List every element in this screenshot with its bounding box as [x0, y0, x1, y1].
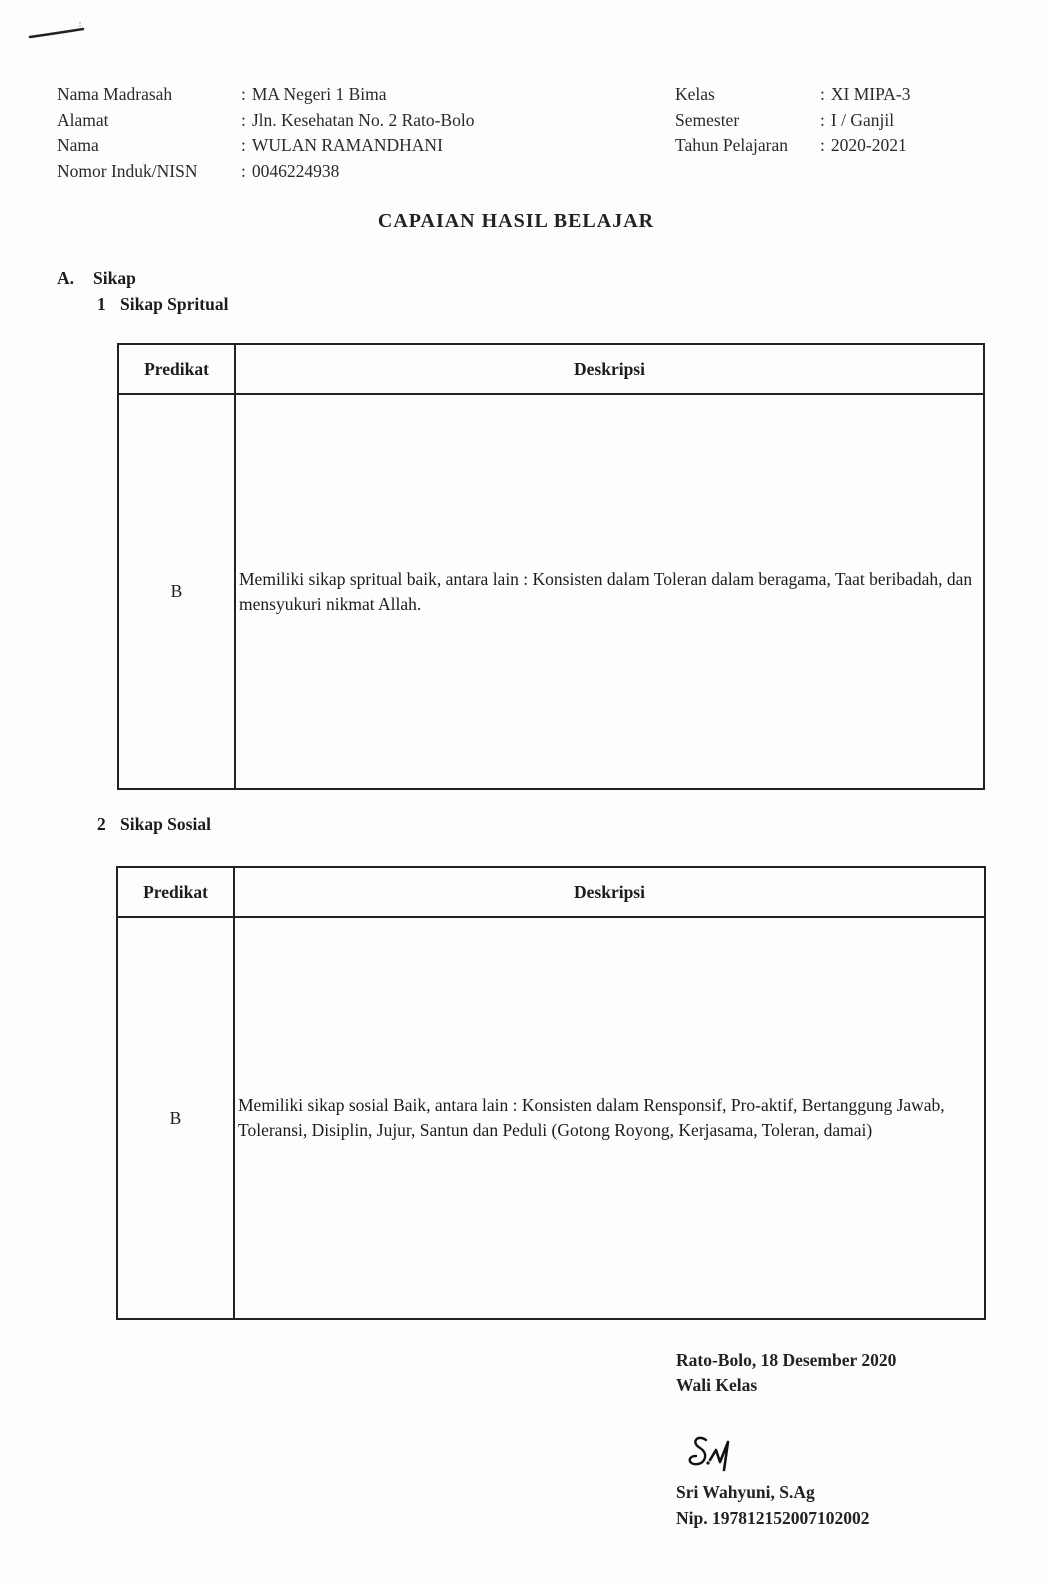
info-label: Kelas	[675, 84, 715, 104]
section-title: Sikap	[93, 268, 136, 288]
info-value: WULAN RAMANDHANI	[251, 135, 443, 155]
info-separator: :	[241, 84, 246, 104]
info-label: Tahun Pelajaran	[675, 135, 788, 155]
info-row-alamat	[57, 108, 474, 134]
info-separator: :	[820, 109, 825, 130]
section-heading	[57, 268, 136, 289]
signer-nip: Nip. 197812152007102002	[676, 1508, 870, 1528]
header-predikat: Predikat	[118, 344, 235, 394]
info-row-madrasah	[57, 82, 474, 108]
info-value: 2020-2021	[830, 135, 907, 155]
info-separator: :	[241, 160, 246, 181]
info-label: Semester	[675, 109, 740, 130]
info-row-kelas	[675, 82, 910, 108]
info-separator: :	[241, 109, 246, 130]
subsection-heading-spiritual	[97, 294, 228, 315]
signer-role: Wali Kelas	[676, 1375, 758, 1395]
info-label: Alamat	[57, 109, 109, 130]
spiritual-attitude-table	[117, 343, 985, 790]
table-row	[117, 917, 985, 1319]
place-date: Rato-Bolo, 18 Desember 2020	[676, 1350, 897, 1370]
document-title: CAPAIAN HASIL BELAJAR	[377, 210, 655, 232]
info-separator: :	[241, 135, 246, 155]
info-value: I / Ganjil	[830, 109, 895, 130]
subsection-title: Sikap Sosial	[120, 814, 211, 834]
subsection-heading-social	[97, 814, 211, 835]
info-row-nisn	[57, 159, 474, 185]
predikat-cell: B	[117, 917, 234, 1319]
pen-mark-icon	[28, 20, 88, 44]
class-info	[675, 82, 910, 159]
subsection-number: 1	[97, 294, 106, 314]
deskripsi-cell: Memiliki sikap spritual baik, antara lain : Konsisten dalam Toleran dalam beragama, Taat beribadah, dan mensyukuri nikmat Allah.	[235, 394, 984, 789]
signer-name: Sri Wahyuni, S.Ag	[676, 1482, 815, 1502]
info-label: Nomor Induk/NISN	[57, 160, 198, 181]
social-attitude-table	[116, 866, 986, 1320]
info-value: XI MIPA-3	[830, 84, 911, 104]
info-label: Nama Madrasah	[57, 84, 173, 104]
info-separator: :	[820, 84, 825, 104]
table-header-row	[118, 344, 984, 394]
predikat-cell: B	[118, 394, 235, 789]
info-value: 0046224938	[251, 160, 340, 181]
info-row-nama	[57, 133, 474, 159]
header-deskripsi: Deskripsi	[235, 344, 984, 394]
info-label: Nama	[57, 135, 99, 155]
subsection-number: 2	[97, 814, 106, 834]
handwritten-signature	[684, 1430, 754, 1480]
info-row-tahun	[675, 133, 910, 159]
header-deskripsi: Deskripsi	[234, 867, 985, 917]
info-value: Jln. Kesehatan No. 2 Rato-Bolo	[251, 109, 475, 130]
deskripsi-cell: Memiliki sikap sosial Baik, antara lain : Konsisten dalam Rensponsif, Pro-aktif, Bertanggung Jawab, Toleransi, Disiplin, Jujur, Santun dan Peduli (Gotong Royong, Kerjasama, Toleran, damai)	[234, 917, 985, 1319]
info-value: MA Negeri 1 Bima	[251, 84, 387, 104]
header-predikat: Predikat	[117, 867, 234, 917]
table-row	[118, 394, 984, 789]
info-row-semester	[675, 108, 910, 134]
table-header-row	[117, 867, 985, 917]
subsection-title: Sikap Spritual	[120, 294, 229, 314]
info-separator: :	[820, 135, 825, 155]
section-number: A.	[57, 268, 75, 288]
student-info	[57, 82, 474, 184]
